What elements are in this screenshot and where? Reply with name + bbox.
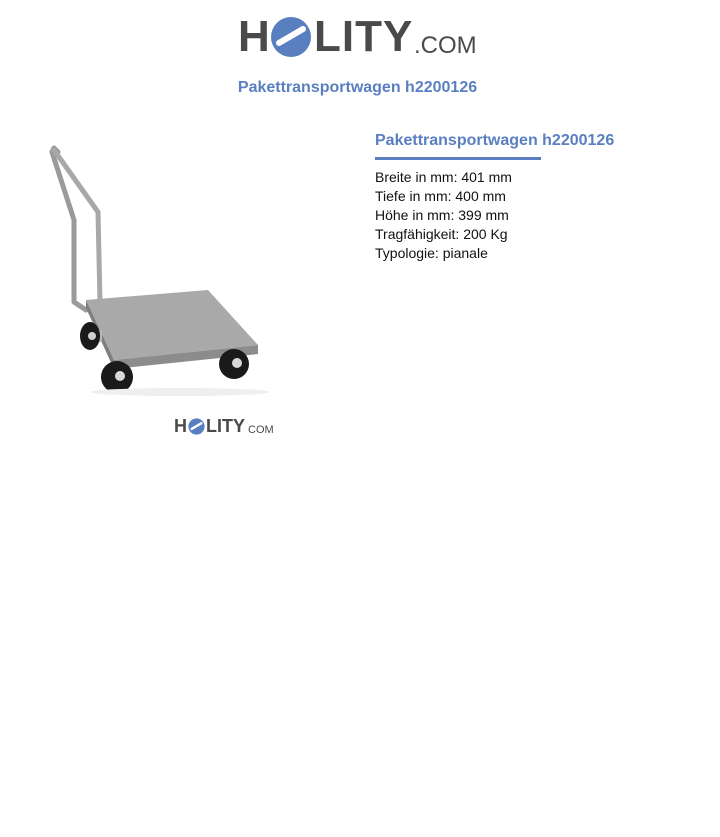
logo-o-icon [270, 16, 312, 58]
spec-height: Höhe in mm: 399 mm [375, 207, 509, 223]
spec-width: Breite in mm: 401 mm [375, 169, 512, 185]
watermark-domain: COM [248, 424, 274, 436]
watermark-letters: LITY [206, 416, 245, 436]
title-underline [375, 157, 541, 160]
image-watermark-logo [174, 415, 274, 439]
spec-list [375, 168, 512, 263]
logo-letter-h: H [238, 12, 271, 61]
spec-typology: Typologie: pianale [375, 245, 488, 261]
spec-load-capacity: Tragfähigkeit: 200 Kg [375, 226, 508, 242]
product-image[interactable] [40, 140, 270, 400]
logo-letters: LITY [314, 12, 414, 61]
spec-depth: Tiefe in mm: 400 mm [375, 188, 506, 204]
logo-domain: .COM [414, 32, 477, 59]
watermark-letter-h: H [174, 416, 187, 436]
product-title: Pakettransportwagen h2200126 [375, 132, 615, 149]
brand-logo[interactable] [238, 12, 482, 68]
page-title: Pakettransportwagen h2200126 [237, 79, 478, 96]
watermark-o-icon [188, 418, 205, 435]
